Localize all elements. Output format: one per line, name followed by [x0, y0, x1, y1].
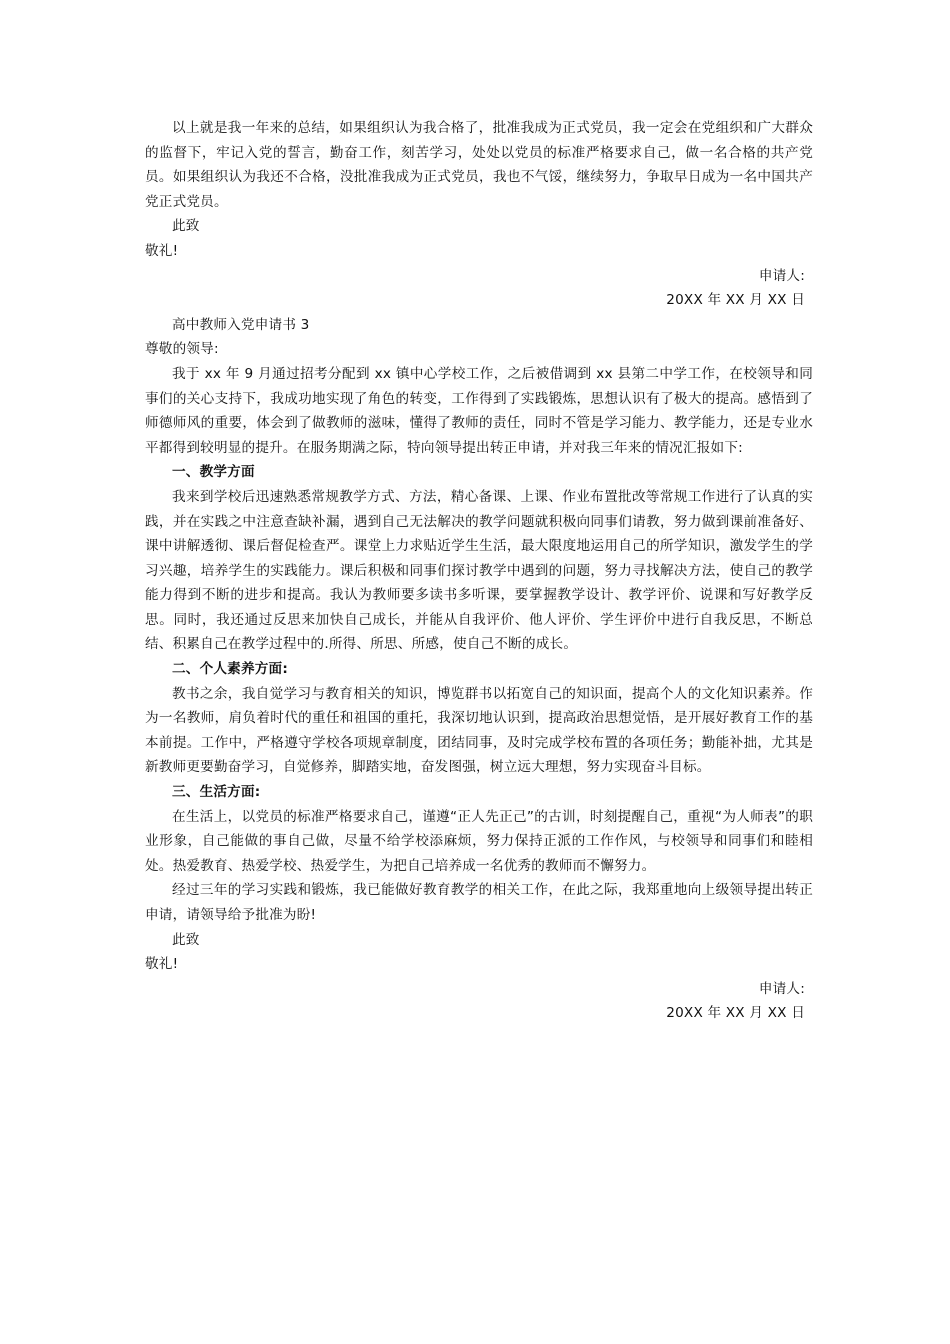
life-paragraph: 在生活上，以党员的标准严格要求自己，谨遵“正人先正己”的古训，时刻提醒自己，重视“为人师表”的职业形象，自己能做的事自己做，尽量不给学校添麻烦，努力保持正派的工作作风，与校领导和同事们和睦相处。热爱教育、热爱学校、热爱学生，为把自己培养成一名优秀的教师而不懈努力。 [145, 808, 813, 874]
closing-cizhi-2: 此致 [172, 931, 200, 948]
closing-cizhi: 此致 [172, 218, 200, 235]
document-title: 高中教师入党申请书 3 [172, 316, 310, 333]
personal-paragraph: 教书之余，我自觉学习与教育相关的知识，博览群书以拓宽自己的知识面，提高个人的文化知识素养。作为一名教师，肩负着时代的重任和祖国的重托，我深切地认识到，提高政治思想觉悟，是开展好教育工作的基本前提。工作中，严格遵守学校各项规章制度，团结同事，及时完成学校布置的各项任务；勤能补拙，尤其是新教师更要勤奋学习，自觉修养，脚踏实地，奋发图强，树立远大理想，努力实现奋斗目标。 [145, 685, 813, 776]
document-page [145, 116, 813, 1026]
closing-jingli: 敬礼! [145, 242, 179, 259]
heading-teaching: 一、教学方面 [172, 464, 255, 481]
heading-life: 三、生活方面: [172, 784, 261, 801]
heading-personal: 二、个人素养方面: [172, 661, 288, 678]
intro-paragraph: 我于 xx 年 9 月通过招考分配到 xx 镇中心学校工作，之后被借调到 xx 县第二中学工作，在校领导和同事们的关心支持下，我成功地实现了角色的转变，工作得到了实践锻炼，思想认识有了极大的提高。感悟到了师德师风的重要，体会到了做教师的滋味，懂得了教师的责任，同时不管是学习能力、教学能力，还是专业水平都得到较明显的提升。在服务期满之际，特向领导提出转正申请，并对我三年来的情况汇报如下: [145, 365, 813, 456]
applicant-label-2: 申请人: [758, 980, 805, 997]
date-line: 20XX 年 XX 月 XX 日 [666, 292, 805, 309]
date-line-2: 20XX 年 XX 月 XX 日 [666, 1005, 805, 1022]
closing-jingli-2: 敬礼! [145, 956, 179, 973]
summary-paragraph: 以上就是我一年来的总结，如果组织认为我合格了，批准我成为正式党员，我一定会在党组织和广大群众的监督下，牢记入党的誓言，勤奋工作，刻苦学习，处处以党员的标准严格要求自己，做一名合格的共产党员。如果组织认为我还不合格，没批准我成为正式党员，我也不气馁，继续努力，争取早日成为一名中国共产党正式党员。 [145, 120, 813, 210]
teaching-paragraph: 我来到学校后迅速熟悉常规教学方式、方法，精心备课、上课、作业布置批改等常规工作进行了认真的实践，并在实践之中注意查缺补漏，遇到自己无法解决的教学问题就积极向同事们请教，努力做到课前准备好、课中讲解透彻、课后督促检查严。课堂上力求贴近学生生活，最大限度地运用自己的所学知识，激发学生的学习兴趣，培养学生的实践能力。课后积极和同事们探讨教学中遇到的问题，努力寻找解决方法，使自己的教学能力得到不断的进步和提高。我认为教师要多读书多听课，要掌握教学设计、教学评价、说课和写好教学反思。同时，我还通过反思来加快自己成长，并能从自我评价、他人评价、学生评价中进行自我反思，不断总结、积累自己在教学过程中的.所得、所思、所感，使自己不断的成长。 [145, 488, 813, 653]
applicant-label: 申请人: [758, 267, 805, 284]
conclusion-paragraph: 经过三年的学习实践和锻炼，我已能做好教育教学的相关工作，在此之际，我郑重地向上级领导提出转正申请，请领导给予批准为盼! [145, 882, 813, 923]
salutation: 尊敬的领导: [145, 341, 219, 358]
